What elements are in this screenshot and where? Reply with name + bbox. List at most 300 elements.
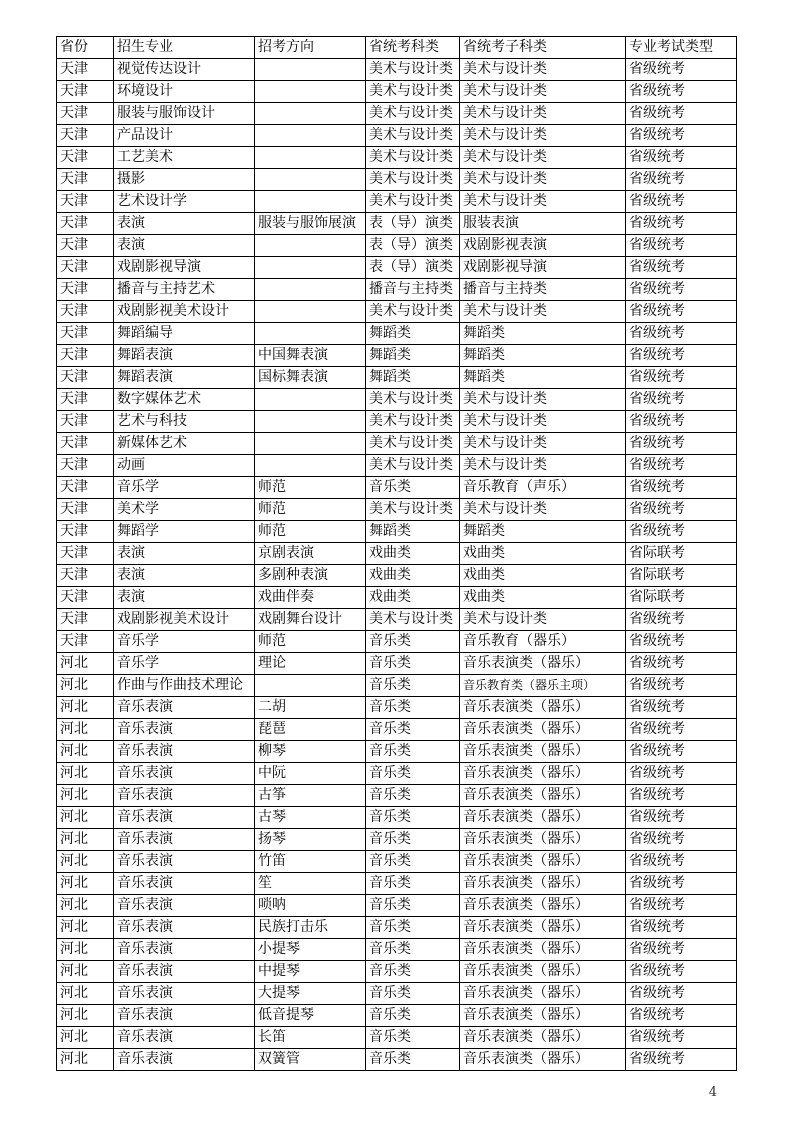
- direction-cell: 多剧种表演: [255, 565, 366, 587]
- header-major: 招生专业: [114, 37, 255, 59]
- direction-cell: [255, 169, 366, 191]
- province-cell: 天津: [57, 521, 114, 543]
- exam-type-cell: 省级统考: [626, 741, 737, 763]
- direction-cell: 古筝: [255, 785, 366, 807]
- table-row: [57, 301, 737, 323]
- direction-cell: 国标舞表演: [255, 367, 366, 389]
- exam-category-cell: 舞蹈类: [366, 323, 460, 345]
- direction-cell: [255, 411, 366, 433]
- exam-category-cell: 音乐类: [366, 851, 460, 873]
- exam-subcategory-cell: 音乐表演类（器乐）: [460, 785, 626, 807]
- direction-cell: [255, 147, 366, 169]
- exam-category-cell: 音乐类: [366, 1049, 460, 1071]
- table-row: [57, 587, 737, 609]
- province-cell: 天津: [57, 477, 114, 499]
- table-row: [57, 191, 737, 213]
- exam-subcategory-cell: 美术与设计类: [460, 103, 626, 125]
- major-cell: 数字媒体艺术: [114, 389, 255, 411]
- province-cell: 河北: [57, 1005, 114, 1027]
- major-cell: 表演: [114, 213, 255, 235]
- exam-category-cell: 音乐类: [366, 983, 460, 1005]
- direction-cell: 低音提琴: [255, 1005, 366, 1027]
- exam-type-cell: 省级统考: [626, 785, 737, 807]
- major-cell: 产品设计: [114, 125, 255, 147]
- direction-cell: [255, 279, 366, 301]
- province-cell: 天津: [57, 103, 114, 125]
- province-cell: 天津: [57, 543, 114, 565]
- exam-category-cell: 音乐类: [366, 895, 460, 917]
- exam-subcategory-cell: 音乐教育（声乐）: [460, 477, 626, 499]
- exam-subcategory-cell: 音乐表演类（器乐）: [460, 763, 626, 785]
- exam-type-cell: 省级统考: [626, 125, 737, 147]
- exam-category-cell: 美术与设计类: [366, 81, 460, 103]
- table-row: [57, 719, 737, 741]
- exam-category-cell: 音乐类: [366, 1005, 460, 1027]
- table-row: [57, 697, 737, 719]
- table-row: [57, 609, 737, 631]
- table-row: [57, 807, 737, 829]
- table-row: [57, 411, 737, 433]
- exam-type-cell: 省级统考: [626, 939, 737, 961]
- table-row: [57, 1005, 737, 1027]
- province-cell: 河北: [57, 961, 114, 983]
- direction-cell: [255, 389, 366, 411]
- exam-category-cell: 美术与设计类: [366, 191, 460, 213]
- direction-cell: 师范: [255, 499, 366, 521]
- province-cell: 天津: [57, 345, 114, 367]
- exam-subcategory-cell: 舞蹈类: [460, 367, 626, 389]
- table-row: [57, 917, 737, 939]
- exam-category-cell: 戏曲类: [366, 565, 460, 587]
- exam-type-cell: 省级统考: [626, 983, 737, 1005]
- exam-subcategory-cell: 美术与设计类: [460, 59, 626, 81]
- exam-category-cell: 音乐类: [366, 939, 460, 961]
- direction-cell: 理论: [255, 653, 366, 675]
- table-row: [57, 389, 737, 411]
- exam-type-cell: 省级统考: [626, 81, 737, 103]
- exam-subcategory-cell: 音乐表演类（器乐）: [460, 1027, 626, 1049]
- major-cell: 音乐表演: [114, 917, 255, 939]
- page-number: 4: [708, 1085, 717, 1100]
- province-cell: 河北: [57, 807, 114, 829]
- province-cell: 天津: [57, 59, 114, 81]
- direction-cell: [255, 257, 366, 279]
- direction-cell: 大提琴: [255, 983, 366, 1005]
- exam-type-cell: 省级统考: [626, 895, 737, 917]
- province-cell: 天津: [57, 609, 114, 631]
- province-cell: 天津: [57, 125, 114, 147]
- table-row: [57, 785, 737, 807]
- major-cell: 摄影: [114, 169, 255, 191]
- direction-cell: [255, 191, 366, 213]
- direction-cell: 中国舞表演: [255, 345, 366, 367]
- major-cell: 表演: [114, 587, 255, 609]
- exam-category-cell: 美术与设计类: [366, 389, 460, 411]
- table-row: [57, 125, 737, 147]
- exam-category-cell: 表（导）演类: [366, 257, 460, 279]
- table-row: [57, 983, 737, 1005]
- major-cell: 戏剧影视美术设计: [114, 609, 255, 631]
- exam-category-cell: 美术与设计类: [366, 59, 460, 81]
- exam-subcategory-cell: 戏剧影视导演: [460, 257, 626, 279]
- major-cell: 表演: [114, 543, 255, 565]
- province-cell: 河北: [57, 983, 114, 1005]
- exam-category-cell: 音乐类: [366, 961, 460, 983]
- province-cell: 天津: [57, 455, 114, 477]
- province-cell: 天津: [57, 367, 114, 389]
- exam-subcategory-cell: 戏剧影视表演: [460, 235, 626, 257]
- exam-type-cell: 省际联考: [626, 565, 737, 587]
- exam-type-cell: 省级统考: [626, 1049, 737, 1071]
- table-row: [57, 323, 737, 345]
- exam-type-cell: 省级统考: [626, 169, 737, 191]
- exam-type-cell: 省级统考: [626, 917, 737, 939]
- province-cell: 河北: [57, 785, 114, 807]
- exam-subcategory-cell: 美术与设计类: [460, 433, 626, 455]
- exam-category-cell: 美术与设计类: [366, 609, 460, 631]
- exam-category-cell: 美术与设计类: [366, 301, 460, 323]
- major-cell: 艺术设计学: [114, 191, 255, 213]
- major-cell: 音乐表演: [114, 807, 255, 829]
- exam-type-cell: 省际联考: [626, 543, 737, 565]
- major-cell: 音乐表演: [114, 829, 255, 851]
- major-cell: 音乐表演: [114, 983, 255, 1005]
- table-row: [57, 147, 737, 169]
- exam-type-cell: 省级统考: [626, 103, 737, 125]
- major-cell: 环境设计: [114, 81, 255, 103]
- table-row: [57, 257, 737, 279]
- exam-subcategory-cell: 音乐表演类（器乐）: [460, 1049, 626, 1071]
- province-cell: 河北: [57, 719, 114, 741]
- major-cell: 音乐表演: [114, 785, 255, 807]
- province-cell: 天津: [57, 587, 114, 609]
- exam-type-cell: 省级统考: [626, 301, 737, 323]
- province-cell: 天津: [57, 147, 114, 169]
- exam-subcategory-cell: 美术与设计类: [460, 81, 626, 103]
- major-cell: 音乐表演: [114, 1049, 255, 1071]
- exam-type-cell: 省级统考: [626, 433, 737, 455]
- major-cell: 舞蹈表演: [114, 367, 255, 389]
- exam-category-cell: 音乐类: [366, 873, 460, 895]
- table-row: [57, 367, 737, 389]
- major-cell: 表演: [114, 235, 255, 257]
- province-cell: 河北: [57, 939, 114, 961]
- exam-type-cell: 省际联考: [626, 587, 737, 609]
- major-cell: 舞蹈编导: [114, 323, 255, 345]
- table-row: [57, 477, 737, 499]
- table-row: [57, 103, 737, 125]
- header-exam-category: 省统考科类: [366, 37, 460, 59]
- major-cell: 音乐学: [114, 631, 255, 653]
- direction-cell: [255, 455, 366, 477]
- exam-subcategory-cell: 美术与设计类: [460, 301, 626, 323]
- direction-cell: 竹笛: [255, 851, 366, 873]
- province-cell: 河北: [57, 829, 114, 851]
- exam-subcategory-cell: 戏曲类: [460, 543, 626, 565]
- exam-type-cell: 省级统考: [626, 213, 737, 235]
- province-cell: 河北: [57, 741, 114, 763]
- exam-category-cell: 舞蹈类: [366, 367, 460, 389]
- table-row: [57, 433, 737, 455]
- table-row: [57, 1049, 737, 1071]
- direction-cell: 师范: [255, 477, 366, 499]
- major-cell: 美术学: [114, 499, 255, 521]
- exam-type-cell: 省级统考: [626, 279, 737, 301]
- exam-category-cell: 音乐类: [366, 1027, 460, 1049]
- table-row: [57, 763, 737, 785]
- table-row: [57, 895, 737, 917]
- table-row: [57, 565, 737, 587]
- exam-subcategory-cell: 音乐表演类（器乐）: [460, 917, 626, 939]
- table-row: [57, 345, 737, 367]
- province-cell: 河北: [57, 675, 114, 697]
- major-cell: 音乐学: [114, 477, 255, 499]
- exam-subcategory-cell: 戏曲类: [460, 587, 626, 609]
- direction-cell: 笙: [255, 873, 366, 895]
- table-row: [57, 961, 737, 983]
- major-cell: 视觉传达设计: [114, 59, 255, 81]
- table-header-row: [57, 37, 737, 59]
- exam-type-cell: 省级统考: [626, 851, 737, 873]
- header-exam-type: 专业考试类型: [626, 37, 737, 59]
- major-cell: 艺术与科技: [114, 411, 255, 433]
- exam-subcategory-cell: 美术与设计类: [460, 125, 626, 147]
- direction-cell: 古琴: [255, 807, 366, 829]
- exam-category-cell: 音乐类: [366, 917, 460, 939]
- major-cell: 动画: [114, 455, 255, 477]
- exam-type-cell: 省级统考: [626, 1027, 737, 1049]
- exam-subcategory-cell: 服装表演: [460, 213, 626, 235]
- exam-subcategory-cell: 音乐表演类（器乐）: [460, 807, 626, 829]
- major-cell: 音乐表演: [114, 939, 255, 961]
- direction-cell: 师范: [255, 631, 366, 653]
- exam-subcategory-cell: 音乐表演类（器乐）: [460, 741, 626, 763]
- exam-category-cell: 美术与设计类: [366, 147, 460, 169]
- province-cell: 天津: [57, 81, 114, 103]
- major-cell: 音乐表演: [114, 741, 255, 763]
- exam-subcategory-cell: 美术与设计类: [460, 609, 626, 631]
- direction-cell: 戏曲伴奏: [255, 587, 366, 609]
- province-cell: 天津: [57, 433, 114, 455]
- table-row: [57, 829, 737, 851]
- direction-cell: 柳琴: [255, 741, 366, 763]
- exam-category-cell: 美术与设计类: [366, 125, 460, 147]
- exam-type-cell: 省级统考: [626, 675, 737, 697]
- province-cell: 天津: [57, 279, 114, 301]
- direction-cell: [255, 81, 366, 103]
- exam-subcategory-cell: 音乐表演类（器乐）: [460, 961, 626, 983]
- exam-category-cell: 音乐类: [366, 785, 460, 807]
- province-cell: 天津: [57, 169, 114, 191]
- exam-category-cell: 美术与设计类: [366, 499, 460, 521]
- exam-type-cell: 省级统考: [626, 763, 737, 785]
- exam-subcategory-cell: 美术与设计类: [460, 455, 626, 477]
- major-cell: 戏剧影视导演: [114, 257, 255, 279]
- exam-category-cell: 播音与主持类: [366, 279, 460, 301]
- major-cell: 舞蹈学: [114, 521, 255, 543]
- exam-type-cell: 省级统考: [626, 719, 737, 741]
- exam-type-cell: 省级统考: [626, 697, 737, 719]
- exam-category-cell: 表（导）演类: [366, 235, 460, 257]
- major-cell: 音乐表演: [114, 851, 255, 873]
- exam-type-cell: 省级统考: [626, 477, 737, 499]
- major-cell: 服装与服饰设计: [114, 103, 255, 125]
- table-row: [57, 1027, 737, 1049]
- exam-subcategory-cell: 音乐表演类（器乐）: [460, 983, 626, 1005]
- province-cell: 天津: [57, 565, 114, 587]
- exam-subcategory-cell: 音乐教育（器乐）: [460, 631, 626, 653]
- exam-type-cell: 省级统考: [626, 521, 737, 543]
- exam-type-cell: 省级统考: [626, 411, 737, 433]
- major-cell: 音乐表演: [114, 873, 255, 895]
- exam-subcategory-cell: 美术与设计类: [460, 169, 626, 191]
- major-cell: 播音与主持艺术: [114, 279, 255, 301]
- exam-type-cell: 省级统考: [626, 389, 737, 411]
- major-cell: 音乐表演: [114, 1005, 255, 1027]
- direction-cell: 长笛: [255, 1027, 366, 1049]
- major-cell: 作曲与作曲技术理论: [114, 675, 255, 697]
- province-cell: 河北: [57, 1027, 114, 1049]
- exam-type-cell: 省级统考: [626, 961, 737, 983]
- exam-type-cell: 省级统考: [626, 631, 737, 653]
- direction-cell: 戏剧舞台设计: [255, 609, 366, 631]
- major-cell: 音乐学: [114, 653, 255, 675]
- exam-category-cell: 美术与设计类: [366, 411, 460, 433]
- exam-type-cell: 省级统考: [626, 235, 737, 257]
- direction-cell: 师范: [255, 521, 366, 543]
- major-cell: 表演: [114, 565, 255, 587]
- table-row: [57, 279, 737, 301]
- table-row: [57, 169, 737, 191]
- exam-type-cell: 省级统考: [626, 829, 737, 851]
- exam-category-cell: 戏曲类: [366, 587, 460, 609]
- direction-cell: 服装与服饰展演: [255, 213, 366, 235]
- exam-category-cell: 美术与设计类: [366, 103, 460, 125]
- header-direction: 招考方向: [255, 37, 366, 59]
- exam-subcategory-cell: 舞蹈类: [460, 345, 626, 367]
- exam-subcategory-cell: 美术与设计类: [460, 389, 626, 411]
- table-row: [57, 675, 737, 697]
- exam-type-cell: 省级统考: [626, 609, 737, 631]
- exam-subcategory-cell: 音乐表演类（器乐）: [460, 873, 626, 895]
- table-row: [57, 499, 737, 521]
- province-cell: 河北: [57, 873, 114, 895]
- exam-type-cell: 省级统考: [626, 653, 737, 675]
- direction-cell: 琵琶: [255, 719, 366, 741]
- direction-cell: [255, 433, 366, 455]
- exam-type-cell: 省级统考: [626, 345, 737, 367]
- exam-type-cell: 省级统考: [626, 191, 737, 213]
- table-row: [57, 741, 737, 763]
- exam-type-cell: 省级统考: [626, 455, 737, 477]
- table-row: [57, 455, 737, 477]
- direction-cell: 中提琴: [255, 961, 366, 983]
- table-row: [57, 653, 737, 675]
- direction-cell: [255, 59, 366, 81]
- table-body: [57, 59, 737, 1071]
- province-cell: 天津: [57, 631, 114, 653]
- exam-category-cell: 音乐类: [366, 763, 460, 785]
- province-cell: 河北: [57, 697, 114, 719]
- major-cell: 音乐表演: [114, 763, 255, 785]
- exam-category-cell: 美术与设计类: [366, 169, 460, 191]
- exam-subcategory-cell: 美术与设计类: [460, 191, 626, 213]
- exam-category-cell: 音乐类: [366, 741, 460, 763]
- exam-category-cell: 音乐类: [366, 829, 460, 851]
- exam-subcategory-cell: 美术与设计类: [460, 499, 626, 521]
- exam-category-cell: 音乐类: [366, 675, 460, 697]
- exam-subcategory-cell: 音乐教育类（器乐主项）: [460, 675, 626, 697]
- major-cell: 戏剧影视美术设计: [114, 301, 255, 323]
- exam-category-cell: 音乐类: [366, 653, 460, 675]
- exam-category-cell: 音乐类: [366, 477, 460, 499]
- major-cell: 音乐表演: [114, 961, 255, 983]
- exam-subcategory-cell: 音乐表演类（器乐）: [460, 829, 626, 851]
- exam-subcategory-cell: 音乐表演类（器乐）: [460, 719, 626, 741]
- province-cell: 河北: [57, 851, 114, 873]
- direction-cell: 唢呐: [255, 895, 366, 917]
- exam-category-cell: 舞蹈类: [366, 345, 460, 367]
- direction-cell: 双簧管: [255, 1049, 366, 1071]
- province-cell: 天津: [57, 499, 114, 521]
- table-row: [57, 543, 737, 565]
- header-exam-subcategory: 省统考子科类: [460, 37, 626, 59]
- exam-category-cell: 美术与设计类: [366, 433, 460, 455]
- province-cell: 河北: [57, 1049, 114, 1071]
- table-row: [57, 81, 737, 103]
- table-row: [57, 235, 737, 257]
- major-cell: 音乐表演: [114, 1027, 255, 1049]
- exam-type-cell: 省级统考: [626, 323, 737, 345]
- exam-category-cell: 音乐类: [366, 807, 460, 829]
- exam-subcategory-cell: 美术与设计类: [460, 147, 626, 169]
- table-row: [57, 873, 737, 895]
- header-province: 省份: [57, 37, 114, 59]
- province-cell: 天津: [57, 323, 114, 345]
- major-cell: 新媒体艺术: [114, 433, 255, 455]
- major-cell: 工艺美术: [114, 147, 255, 169]
- table-row: [57, 521, 737, 543]
- exam-category-cell: 音乐类: [366, 631, 460, 653]
- exam-type-cell: 省级统考: [626, 873, 737, 895]
- province-cell: 河北: [57, 763, 114, 785]
- direction-cell: 京剧表演: [255, 543, 366, 565]
- exam-subcategory-cell: 音乐表演类（器乐）: [460, 1005, 626, 1027]
- direction-cell: [255, 675, 366, 697]
- province-cell: 天津: [57, 411, 114, 433]
- exam-subcategory-cell: 舞蹈类: [460, 521, 626, 543]
- exam-category-cell: 音乐类: [366, 697, 460, 719]
- province-cell: 天津: [57, 213, 114, 235]
- province-cell: 天津: [57, 301, 114, 323]
- province-cell: 河北: [57, 895, 114, 917]
- exam-subcategory-cell: 音乐表演类（器乐）: [460, 697, 626, 719]
- table-row: [57, 213, 737, 235]
- province-cell: 天津: [57, 235, 114, 257]
- exam-type-cell: 省级统考: [626, 257, 737, 279]
- direction-cell: 民族打击乐: [255, 917, 366, 939]
- exam-type-cell: 省级统考: [626, 367, 737, 389]
- direction-cell: [255, 125, 366, 147]
- table-row: [57, 939, 737, 961]
- exam-subcategory-cell: 音乐表演类（器乐）: [460, 653, 626, 675]
- exam-subcategory-cell: 音乐表演类（器乐）: [460, 851, 626, 873]
- exam-subcategory-cell: 舞蹈类: [460, 323, 626, 345]
- table-row: [57, 59, 737, 81]
- exam-subcategory-cell: 播音与主持类: [460, 279, 626, 301]
- exam-category-cell: 表（导）演类: [366, 213, 460, 235]
- exam-type-cell: 省级统考: [626, 1005, 737, 1027]
